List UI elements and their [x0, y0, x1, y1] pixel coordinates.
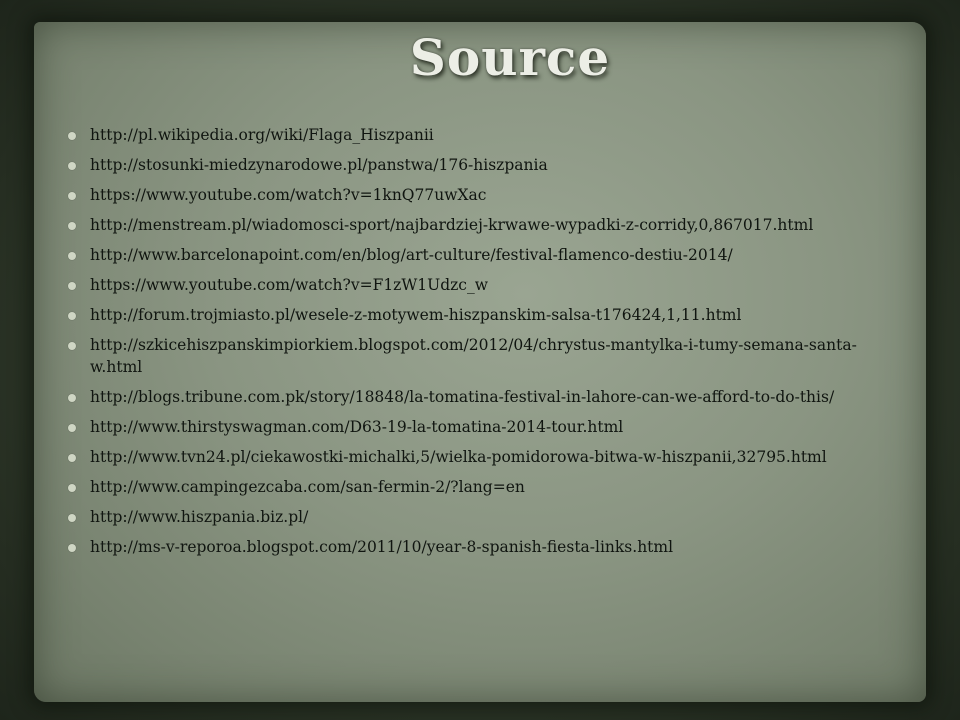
bullet-icon: [68, 544, 76, 552]
bullet-icon: [68, 454, 76, 462]
source-link[interactable]: https://www.youtube.com/watch?v=F1zW1Udzc_w: [90, 276, 488, 294]
list-item: [66, 184, 896, 206]
bullet-icon: [68, 342, 76, 350]
list-item: [66, 304, 896, 326]
bullet-icon: [68, 252, 76, 260]
source-link[interactable]: http://forum.trojmiasto.pl/wesele-z-motywem-hiszpanskim-salsa-t176424,1,11.html: [90, 306, 742, 324]
list-item: [66, 446, 896, 468]
list-item: [66, 154, 896, 176]
list-item: [66, 274, 896, 296]
bullet-icon: [68, 424, 76, 432]
bullet-icon: [68, 192, 76, 200]
bullet-icon: [68, 282, 76, 290]
list-item: [66, 214, 896, 236]
bullet-icon: [68, 484, 76, 492]
list-item: [66, 416, 896, 438]
list-item: [66, 244, 896, 266]
source-link[interactable]: http://www.campingezcaba.com/san-fermin-2/?lang=en: [90, 478, 525, 496]
source-link[interactable]: https://www.youtube.com/watch?v=1knQ77uwXac: [90, 186, 487, 204]
source-link[interactable]: http://stosunki-miedzynarodowe.pl/panstwa/176-hiszpania: [90, 156, 548, 174]
source-link[interactable]: http://www.barcelonapoint.com/en/blog/art-culture/festival-flamenco-destiu-2014/: [90, 246, 733, 264]
bullet-icon: [68, 394, 76, 402]
list-item: [66, 334, 896, 378]
bullet-icon: [68, 222, 76, 230]
source-link[interactable]: http://www.tvn24.pl/ciekawostki-michalki,5/wielka-pomidorowa-bitwa-w-hiszpanii,32795.html: [90, 448, 827, 466]
list-item: [66, 476, 896, 498]
source-link-list: [66, 124, 896, 566]
source-link[interactable]: http://www.thirstyswagman.com/D63-19-la-tomatina-2014-tour.html: [90, 418, 624, 436]
list-item: [66, 506, 896, 528]
source-link[interactable]: http://szkicehiszpanskimpiorkiem.blogspot.com/2012/04/chrystus-mantylka-i-tumy-semana-santa-w.html: [90, 336, 857, 376]
list-item: [66, 124, 896, 146]
slide-title: Source: [409, 28, 611, 87]
source-link[interactable]: http://pl.wikipedia.org/wiki/Flaga_Hiszpanii: [90, 126, 434, 144]
source-link[interactable]: http://ms-v-reporoa.blogspot.com/2011/10/year-8-spanish-fiesta-links.html: [90, 538, 674, 556]
list-item: [66, 386, 896, 408]
source-link[interactable]: http://blogs.tribune.com.pk/story/18848/la-tomatina-festival-in-lahore-can-we-afford-to-do-this/: [90, 388, 835, 406]
source-link[interactable]: http://menstream.pl/wiadomosci-sport/najbardziej-krwawe-wypadki-z-corridy,0,867017.html: [90, 216, 814, 234]
bullet-icon: [68, 162, 76, 170]
bullet-icon: [68, 514, 76, 522]
bullet-icon: [68, 312, 76, 320]
bullet-icon: [68, 132, 76, 140]
list-item: [66, 536, 896, 558]
source-link[interactable]: http://www.hiszpania.biz.pl/: [90, 508, 309, 526]
